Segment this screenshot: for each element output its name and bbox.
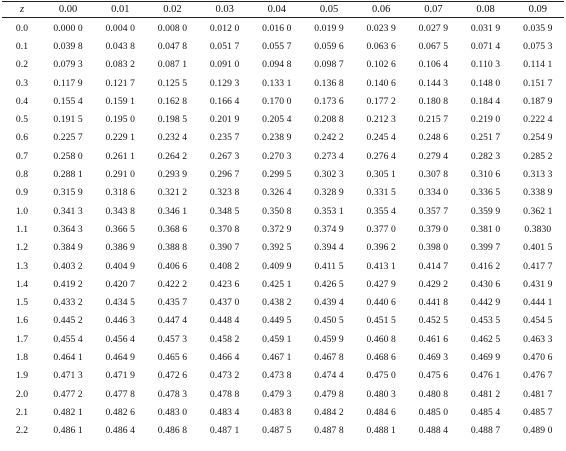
- probability-cell: 0.453 5: [470, 315, 501, 327]
- probability-cell: 0.264 2: [157, 150, 188, 162]
- table-row: [2, 275, 564, 293]
- probability-cell: 0.450 5: [314, 315, 344, 327]
- z-value-cell: 2.2: [15, 425, 29, 437]
- probability-cell: 0.288 1: [53, 169, 83, 181]
- table-row: [2, 56, 564, 74]
- probability-cell: 0.485 4: [470, 406, 501, 418]
- probability-cell: 0.483 0: [157, 406, 188, 418]
- table-row: [2, 202, 564, 220]
- probability-cell: 0.420 7: [105, 278, 136, 290]
- probability-cell: 0.444 1: [523, 297, 553, 309]
- probability-cell: 0.394 4: [314, 242, 344, 254]
- probability-cell: 0.035 9: [523, 22, 553, 34]
- probability-cell: 0.481 2: [470, 388, 501, 400]
- probability-cell: 0.471 3: [53, 370, 83, 382]
- probability-cell: 0.463 3: [523, 333, 553, 345]
- probability-cell: 0.129 3: [209, 77, 240, 89]
- probability-cell: 0.414 7: [418, 260, 449, 272]
- probability-cell: 0.338 9: [523, 187, 553, 199]
- probability-cell: 0.452 5: [418, 315, 449, 327]
- probability-cell: 0.411 5: [314, 260, 344, 272]
- probability-cell: 0.483 8: [262, 406, 292, 418]
- probability-cell: 0.464 1: [53, 351, 83, 363]
- probability-cell: 0.258 0: [53, 150, 83, 162]
- table-row: [2, 348, 564, 366]
- table-row: [2, 92, 564, 110]
- probability-cell: 0.136 8: [314, 77, 344, 89]
- probability-cell: 0.155 4: [53, 95, 83, 107]
- probability-cell: 0.439 4: [314, 297, 344, 309]
- probability-cell: 0.355 4: [366, 205, 396, 217]
- z-value-cell: 0.3: [15, 77, 29, 89]
- probability-cell: 0.476 7: [523, 370, 553, 382]
- probability-cell: 0.323 8: [209, 187, 240, 199]
- probability-cell: 0.359 9: [470, 205, 501, 217]
- probability-cell: 0.310 6: [470, 169, 501, 181]
- probability-cell: 0.409 9: [262, 260, 292, 272]
- probability-cell: 0.267 3: [209, 150, 240, 162]
- probability-cell: 0.238 9: [262, 132, 292, 144]
- probability-cell: 0.170 0: [262, 95, 292, 107]
- probability-cell: 0.184 4: [470, 95, 501, 107]
- z-value-cell: 0.2: [15, 59, 29, 71]
- probability-cell: 0.484 6: [366, 406, 396, 418]
- probability-cell: 0.374 9: [314, 223, 344, 235]
- probability-cell: 0.348 5: [209, 205, 240, 217]
- probability-cell: 0.479 8: [314, 388, 344, 400]
- z-value-cell: 1.5: [15, 297, 29, 309]
- z-value-cell: 0.9: [15, 187, 29, 199]
- probability-cell: 0.357 7: [418, 205, 449, 217]
- probability-cell: 0.460 8: [366, 333, 396, 345]
- probability-cell: 0.477 2: [53, 388, 83, 400]
- probability-cell: 0.232 4: [157, 132, 188, 144]
- probability-cell: 0.471 9: [105, 370, 136, 382]
- probability-cell: 0.364 3: [53, 223, 83, 235]
- table-row: [2, 239, 564, 257]
- probability-cell: 0.341 3: [53, 205, 83, 217]
- probability-cell: 0.381 0: [470, 223, 501, 235]
- probability-cell: 0.087 1: [157, 59, 188, 71]
- z-value-cell: 2.0: [15, 388, 29, 400]
- probability-cell: 0.187 9: [523, 95, 553, 107]
- probability-cell: 0.398 0: [418, 242, 449, 254]
- probability-cell: 0.051 7: [209, 40, 240, 52]
- table-row: [2, 220, 564, 238]
- column-header: 0.02: [163, 4, 182, 15]
- probability-cell: 0.379 0: [418, 223, 449, 235]
- z-value-cell: 0.5: [15, 114, 29, 126]
- probability-cell: 0.219 0: [470, 114, 501, 126]
- probability-cell: 0.353 1: [314, 205, 344, 217]
- table-row: [2, 184, 564, 202]
- probability-cell: 0.447 4: [157, 315, 188, 327]
- probability-cell: 0.401 5: [523, 242, 553, 254]
- z-column-header: z: [19, 4, 25, 15]
- column-header: 0.04: [267, 4, 287, 15]
- column-header: 0.07: [424, 4, 443, 15]
- probability-cell: 0.222 4: [523, 114, 553, 126]
- probability-cell: 0.399 7: [470, 242, 501, 254]
- probability-cell: 0.433 2: [53, 297, 83, 309]
- probability-cell: 0.251 7: [470, 132, 501, 144]
- probability-cell: 0.343 8: [105, 205, 136, 217]
- table-row: [2, 37, 564, 55]
- probability-cell: 0.464 9: [105, 351, 136, 363]
- probability-cell: 0.270 3: [262, 150, 292, 162]
- probability-cell: 0.434 5: [105, 297, 136, 309]
- probability-cell: 0.083 2: [105, 59, 136, 71]
- probability-cell: 0.121 7: [105, 77, 136, 89]
- probability-cell: 0.071 4: [470, 40, 501, 52]
- probability-cell: 0.063 6: [366, 40, 396, 52]
- probability-cell: 0.235 7: [209, 132, 240, 144]
- probability-cell: 0.461 6: [418, 333, 449, 345]
- probability-cell: 0.055 7: [262, 40, 292, 52]
- probability-cell: 0.465 6: [157, 351, 188, 363]
- table-row: [2, 257, 564, 275]
- z-value-cell: 1.9: [15, 370, 29, 382]
- z-score-table: [2, 2, 564, 440]
- probability-cell: 0.416 2: [470, 260, 501, 272]
- probability-cell: 0.106 4: [418, 59, 449, 71]
- probability-cell: 0.102 6: [366, 59, 396, 71]
- probability-cell: 0.305 1: [366, 169, 396, 181]
- probability-cell: 0.477 8: [105, 388, 136, 400]
- probability-cell: 0.457 3: [157, 333, 188, 345]
- probability-cell: 0.377 0: [366, 223, 396, 235]
- probability-cell: 0.442 9: [470, 297, 501, 309]
- probability-cell: 0.485 0: [418, 406, 449, 418]
- probability-cell: 0.458 2: [209, 333, 240, 345]
- probability-cell: 0.440 6: [366, 297, 396, 309]
- probability-cell: 0.481 7: [523, 388, 553, 400]
- probability-cell: 0.487 1: [209, 425, 240, 437]
- probability-cell: 0.413 1: [366, 260, 396, 272]
- probability-cell: 0.350 8: [262, 205, 292, 217]
- probability-cell: 0.198 5: [157, 114, 188, 126]
- table-row: [2, 330, 564, 348]
- probability-cell: 0.426 5: [314, 278, 344, 290]
- probability-cell: 0.446 3: [105, 315, 136, 327]
- column-header: 0.00: [58, 4, 78, 15]
- probability-cell: 0.148 0: [470, 77, 501, 89]
- probability-cell: 0.462 5: [470, 333, 501, 345]
- probability-cell: 0.468 6: [366, 351, 396, 363]
- probability-cell: 0.388 8: [157, 242, 188, 254]
- normal-table-container: [2, 1, 564, 440]
- probability-cell: 0.331 5: [366, 187, 396, 199]
- probability-cell: 0.489 0: [523, 425, 553, 437]
- table-row: [2, 129, 564, 147]
- probability-cell: 0.476 1: [470, 370, 501, 382]
- probability-cell: 0.195 0: [105, 114, 136, 126]
- probability-cell: 0.404 9: [105, 260, 136, 272]
- probability-cell: 0.474 4: [314, 370, 344, 382]
- probability-cell: 0.059 6: [314, 40, 344, 52]
- probability-cell: 0.455 4: [53, 333, 83, 345]
- probability-cell: 0.482 1: [53, 406, 83, 418]
- table-row: [2, 385, 564, 403]
- table-row: [2, 367, 564, 385]
- probability-cell: 0.475 0: [366, 370, 396, 382]
- probability-cell: 0.482 6: [105, 406, 136, 418]
- probability-cell: 0.248 6: [418, 132, 449, 144]
- probability-cell: 0.473 8: [262, 370, 292, 382]
- z-value-cell: 1.0: [15, 205, 29, 217]
- probability-cell: 0.459 1: [262, 333, 292, 345]
- probability-cell: 0.293 9: [157, 169, 188, 181]
- probability-cell: 0.469 3: [418, 351, 449, 363]
- probability-cell: 0.117 9: [53, 77, 83, 89]
- z-value-cell: 0.6: [15, 132, 29, 144]
- probability-cell: 0.448 4: [209, 315, 240, 327]
- table-row: [2, 403, 564, 421]
- table-body: [2, 18, 564, 440]
- table-row: [2, 312, 564, 330]
- probability-cell: 0.326 4: [262, 187, 292, 199]
- probability-cell: 0.406 6: [157, 260, 188, 272]
- probability-cell: 0.191 5: [53, 114, 83, 126]
- probability-cell: 0.459 9: [314, 333, 344, 345]
- probability-cell: 0.485 7: [523, 406, 553, 418]
- probability-cell: 0.212 3: [366, 114, 396, 126]
- probability-cell: 0.449 5: [262, 315, 292, 327]
- probability-cell: 0.027 9: [418, 22, 449, 34]
- probability-cell: 0.486 1: [53, 425, 83, 437]
- probability-cell: 0.390 7: [209, 242, 240, 254]
- probability-cell: 0.372 9: [262, 223, 292, 235]
- probability-cell: 0.456 4: [105, 333, 136, 345]
- probability-cell: 0.043 8: [105, 40, 136, 52]
- probability-cell: 0.285 2: [523, 150, 553, 162]
- probability-cell: 0.133 1: [262, 77, 292, 89]
- probability-cell: 0.396 2: [366, 242, 396, 254]
- probability-cell: 0.144 3: [418, 77, 449, 89]
- probability-cell: 0.469 9: [470, 351, 501, 363]
- column-header: 0.06: [372, 4, 391, 15]
- probability-cell: 0.140 6: [366, 77, 396, 89]
- probability-cell: 0.307 8: [418, 169, 449, 181]
- probability-cell: 0.031 9: [470, 22, 501, 34]
- probability-cell: 0.261 1: [105, 150, 136, 162]
- probability-cell: 0.467 8: [314, 351, 344, 363]
- probability-cell: 0.098 7: [314, 59, 344, 71]
- table-row: [2, 422, 564, 440]
- table-row: [2, 293, 564, 311]
- probability-cell: 0.466 4: [209, 351, 240, 363]
- probability-cell: 0.362 1: [523, 205, 553, 217]
- probability-cell: 0.075 3: [523, 40, 553, 52]
- probability-cell: 0.473 2: [209, 370, 240, 382]
- column-header: 0.01: [111, 4, 130, 15]
- z-value-cell: 1.6: [15, 315, 29, 327]
- probability-cell: 0.276 4: [366, 150, 396, 162]
- probability-cell: 0.3830: [524, 223, 552, 235]
- probability-cell: 0.486 4: [105, 425, 136, 437]
- probability-cell: 0.423 6: [209, 278, 240, 290]
- probability-cell: 0.445 2: [53, 315, 83, 327]
- probability-cell: 0.000 0: [53, 22, 83, 34]
- probability-cell: 0.273 4: [314, 150, 344, 162]
- table-row: [2, 74, 564, 92]
- probability-cell: 0.019 9: [314, 22, 344, 34]
- z-value-cell: 0.0: [15, 22, 29, 34]
- probability-cell: 0.467 1: [262, 351, 292, 363]
- table-row: [2, 18, 564, 37]
- probability-cell: 0.470 6: [523, 351, 553, 363]
- probability-cell: 0.475 6: [418, 370, 449, 382]
- table-header: [2, 2, 564, 18]
- column-header: 0.03: [215, 4, 234, 15]
- z-value-cell: 1.2: [15, 242, 29, 254]
- probability-cell: 0.151 7: [523, 77, 553, 89]
- probability-cell: 0.291 0: [105, 169, 136, 181]
- probability-cell: 0.313 3: [523, 169, 553, 181]
- probability-cell: 0.016 0: [262, 22, 292, 34]
- probability-cell: 0.004 0: [105, 22, 136, 34]
- probability-cell: 0.384 9: [53, 242, 83, 254]
- probability-cell: 0.229 1: [105, 132, 136, 144]
- z-value-cell: 1.3: [15, 260, 29, 272]
- probability-cell: 0.386 9: [105, 242, 136, 254]
- probability-cell: 0.478 8: [209, 388, 240, 400]
- column-header: 0.05: [319, 4, 339, 15]
- probability-cell: 0.254 9: [523, 132, 553, 144]
- probability-cell: 0.429 2: [418, 278, 449, 290]
- probability-cell: 0.094 8: [262, 59, 292, 71]
- probability-cell: 0.047 8: [157, 40, 188, 52]
- probability-cell: 0.208 8: [314, 114, 344, 126]
- z-value-cell: 0.8: [15, 169, 29, 181]
- probability-cell: 0.201 9: [209, 114, 240, 126]
- probability-cell: 0.441 8: [418, 297, 449, 309]
- z-value-cell: 1.8: [15, 351, 29, 363]
- probability-cell: 0.422 2: [157, 278, 188, 290]
- probability-cell: 0.318 6: [105, 187, 136, 199]
- probability-cell: 0.180 8: [418, 95, 449, 107]
- probability-cell: 0.392 5: [262, 242, 292, 254]
- probability-cell: 0.173 6: [314, 95, 344, 107]
- z-value-cell: 1.1: [15, 223, 29, 235]
- probability-cell: 0.067 5: [418, 40, 449, 52]
- probability-cell: 0.366 5: [105, 223, 136, 235]
- probability-cell: 0.417 7: [523, 260, 553, 272]
- probability-cell: 0.225 7: [53, 132, 83, 144]
- probability-cell: 0.215 7: [418, 114, 449, 126]
- probability-cell: 0.166 4: [209, 95, 240, 107]
- probability-cell: 0.299 5: [262, 169, 292, 181]
- probability-cell: 0.023 9: [366, 22, 396, 34]
- probability-cell: 0.279 4: [418, 150, 449, 162]
- column-header: 0.08: [476, 4, 495, 15]
- probability-cell: 0.479 3: [262, 388, 292, 400]
- probability-cell: 0.012 0: [209, 22, 240, 34]
- probability-cell: 0.484 2: [314, 406, 344, 418]
- z-value-cell: 0.1: [15, 40, 29, 52]
- probability-cell: 0.454 5: [523, 315, 553, 327]
- probability-cell: 0.114 1: [523, 59, 553, 71]
- probability-cell: 0.427 9: [366, 278, 396, 290]
- probability-cell: 0.296 7: [209, 169, 240, 181]
- probability-cell: 0.478 3: [157, 388, 188, 400]
- probability-cell: 0.302 3: [314, 169, 344, 181]
- probability-cell: 0.079 3: [53, 59, 83, 71]
- probability-cell: 0.328 9: [314, 187, 344, 199]
- probability-cell: 0.368 6: [157, 223, 188, 235]
- probability-cell: 0.486 8: [157, 425, 188, 437]
- probability-cell: 0.408 2: [209, 260, 240, 272]
- probability-cell: 0.008 0: [157, 22, 188, 34]
- z-value-cell: 2.1: [15, 406, 29, 418]
- probability-cell: 0.177 2: [366, 95, 396, 107]
- probability-cell: 0.425 1: [262, 278, 292, 290]
- probability-cell: 0.435 7: [157, 297, 188, 309]
- header-row: [2, 2, 564, 18]
- column-header: 0.09: [528, 4, 548, 15]
- probability-cell: 0.472 6: [157, 370, 188, 382]
- probability-cell: 0.315 9: [53, 187, 83, 199]
- probability-cell: 0.488 4: [418, 425, 449, 437]
- probability-cell: 0.321 2: [157, 187, 188, 199]
- probability-cell: 0.110 3: [471, 59, 501, 71]
- probability-cell: 0.488 1: [366, 425, 396, 437]
- table-row: [2, 110, 564, 128]
- probability-cell: 0.282 3: [470, 150, 501, 162]
- z-value-cell: 1.4: [15, 278, 29, 290]
- z-value-cell: 0.4: [15, 95, 29, 107]
- probability-cell: 0.159 1: [105, 95, 136, 107]
- probability-cell: 0.430 6: [470, 278, 501, 290]
- probability-cell: 0.125 5: [157, 77, 188, 89]
- probability-cell: 0.480 3: [366, 388, 396, 400]
- probability-cell: 0.242 2: [314, 132, 344, 144]
- probability-cell: 0.245 4: [366, 132, 396, 144]
- probability-cell: 0.487 5: [262, 425, 292, 437]
- probability-cell: 0.431 9: [523, 278, 553, 290]
- probability-cell: 0.039 8: [53, 40, 83, 52]
- probability-cell: 0.336 5: [470, 187, 501, 199]
- probability-cell: 0.370 8: [209, 223, 240, 235]
- probability-cell: 0.091 0: [209, 59, 240, 71]
- probability-cell: 0.346 1: [157, 205, 188, 217]
- probability-cell: 0.488 7: [470, 425, 501, 437]
- probability-cell: 0.437 0: [209, 297, 240, 309]
- z-value-cell: 1.7: [15, 333, 29, 345]
- probability-cell: 0.205 4: [262, 114, 292, 126]
- table-row: [2, 147, 564, 165]
- z-value-cell: 0.7: [15, 150, 29, 162]
- probability-cell: 0.438 2: [262, 297, 292, 309]
- probability-cell: 0.451 5: [366, 315, 396, 327]
- probability-cell: 0.334 0: [418, 187, 449, 199]
- probability-cell: 0.162 8: [157, 95, 188, 107]
- table-row: [2, 165, 564, 183]
- probability-cell: 0.419 2: [53, 278, 83, 290]
- probability-cell: 0.487 8: [314, 425, 344, 437]
- probability-cell: 0.403 2: [53, 260, 83, 272]
- probability-cell: 0.480 8: [418, 388, 449, 400]
- probability-cell: 0.483 4: [209, 406, 240, 418]
